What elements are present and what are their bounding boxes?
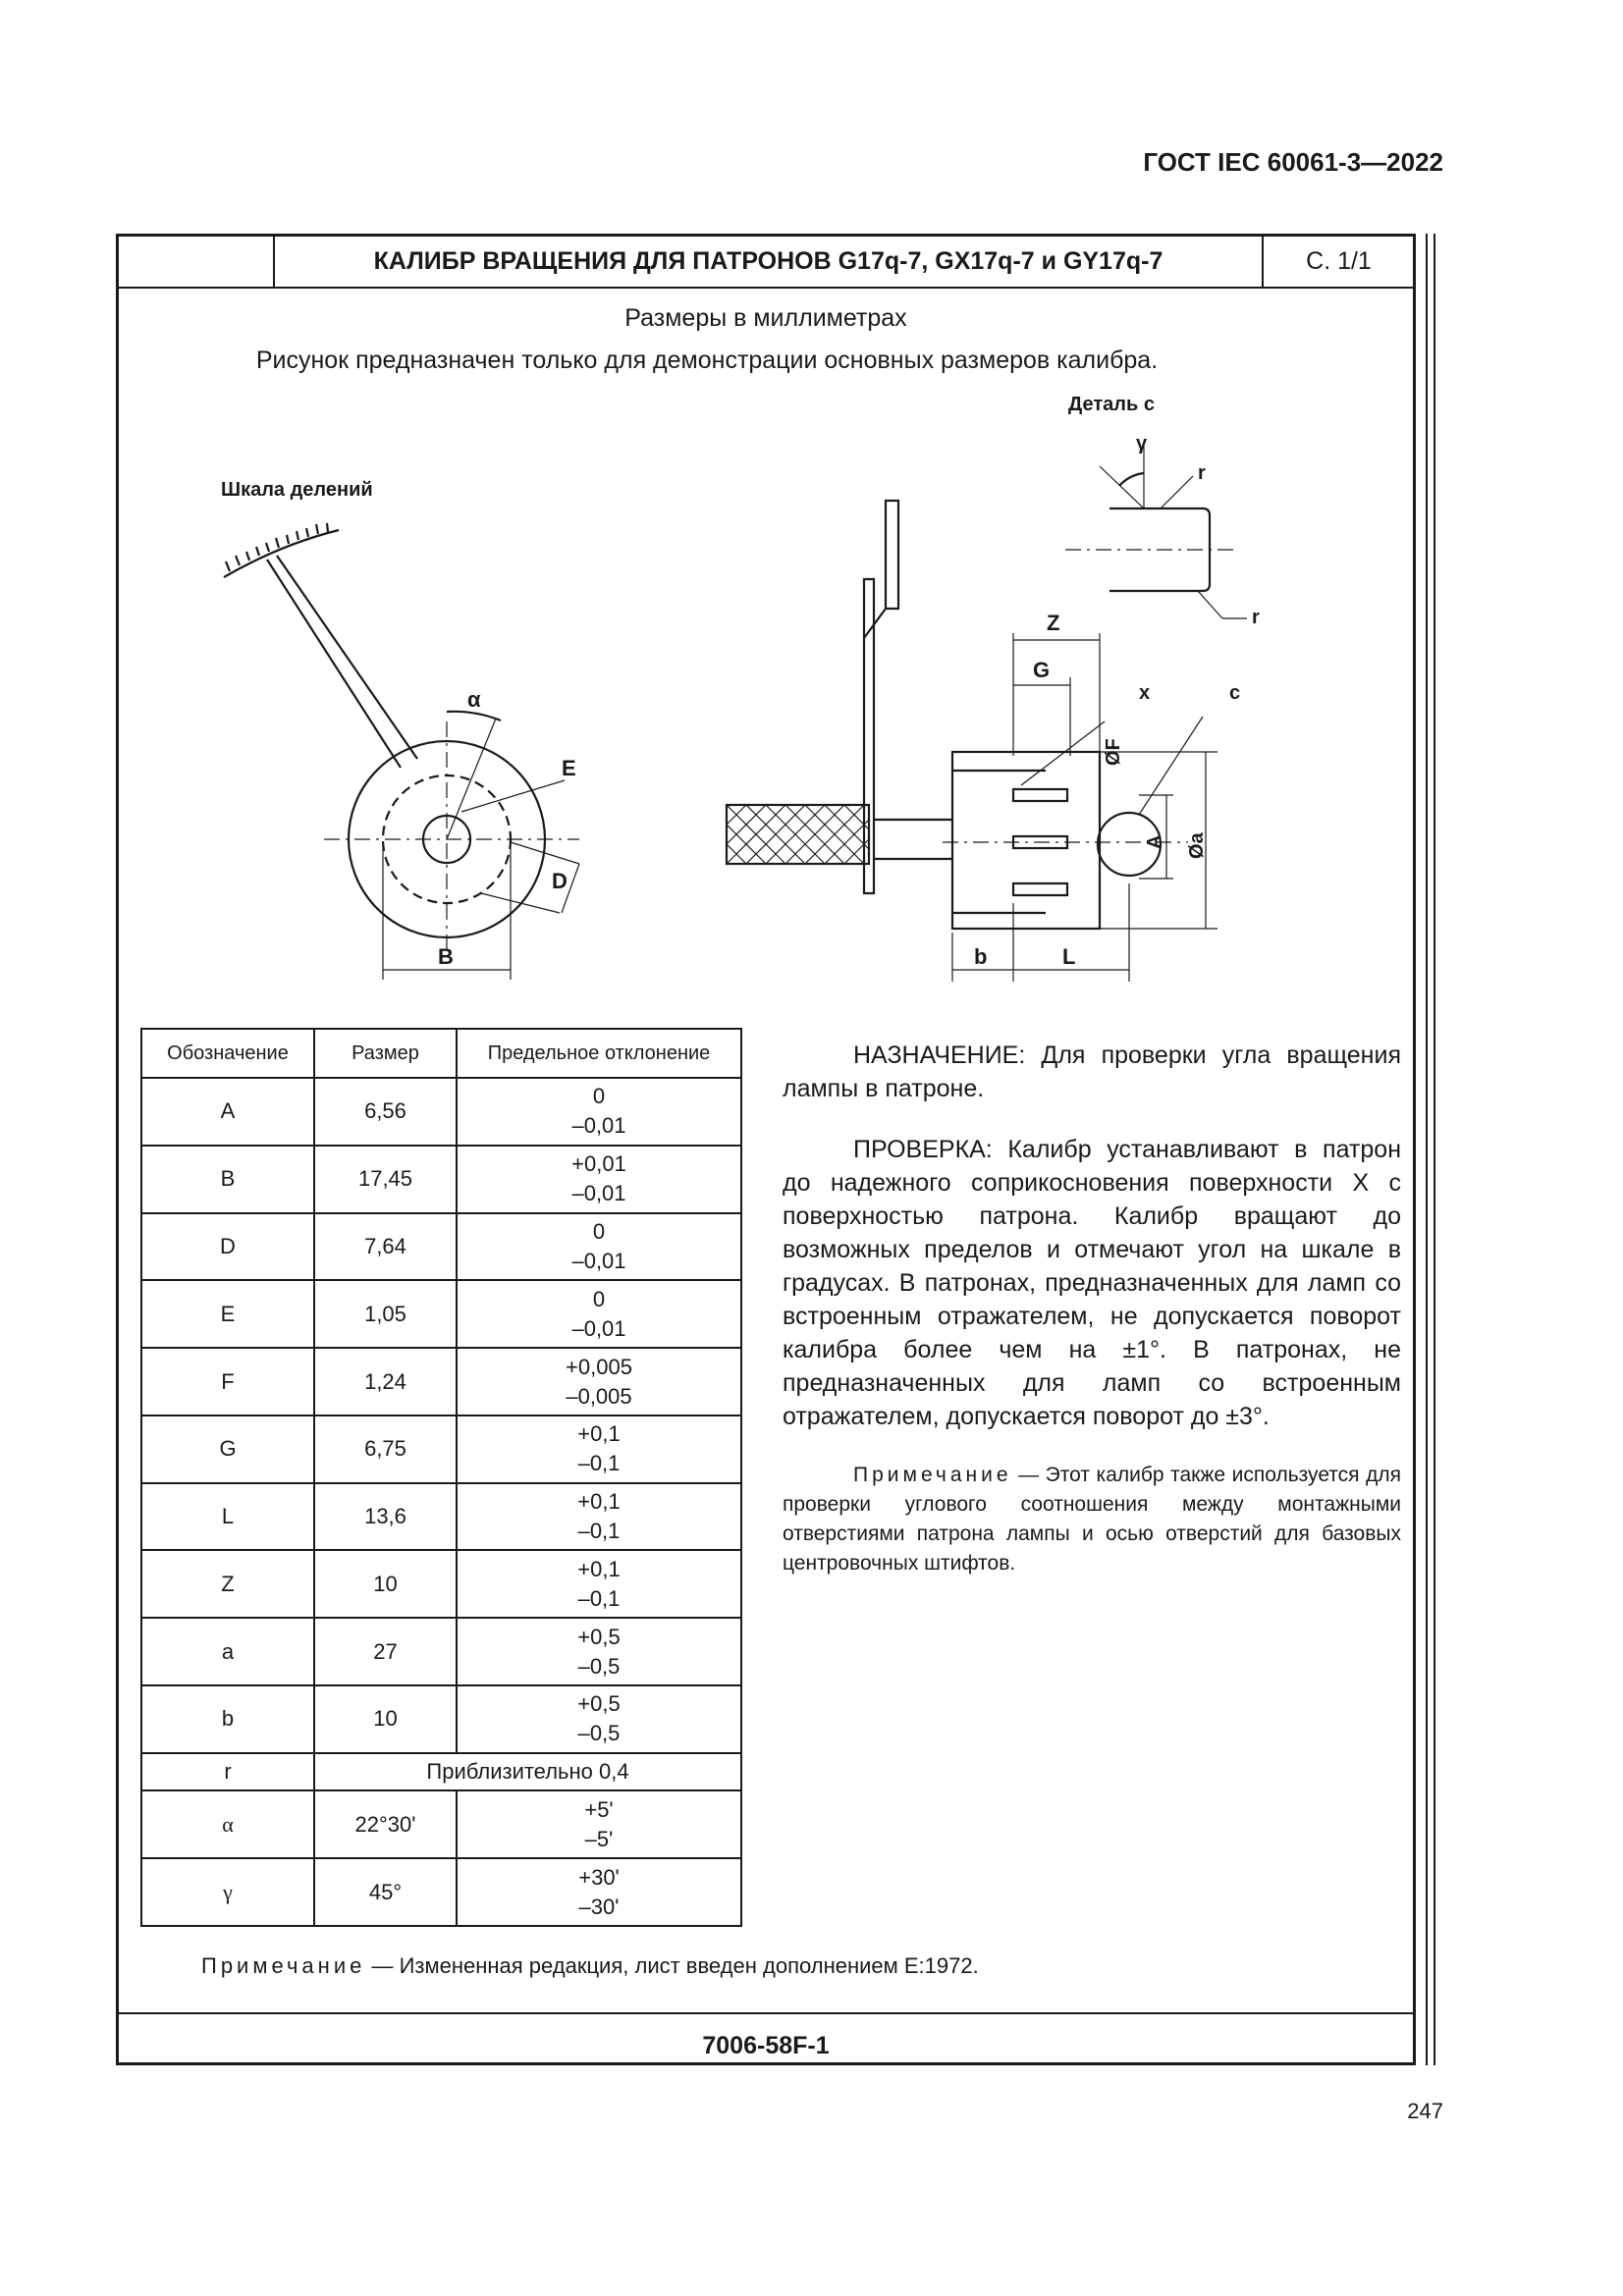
column-header-tolerance: Предельное отклонение [457,1029,741,1078]
title-row-divider [116,287,1416,289]
symbol-cell: γ [141,1858,314,1926]
tolerance-lower: –0,01 [571,1181,626,1206]
column-header-size: Размер [314,1029,457,1078]
tolerance-upper: +0,01 [571,1151,626,1177]
symbol-cell: α [141,1790,314,1858]
size-cell: 1,05 [314,1280,457,1348]
symbol-cell: L [141,1483,314,1551]
detail-c-view [1065,442,1247,618]
note-body: — Этот калибр также используется для проверки углового соотношения между монтажными отверстиями патрона лампы и осью отверстий для базовых центровочных штифтов. [783,1464,1401,1575]
label-G: G [1033,658,1051,682]
label-r1: r [1198,462,1206,484]
tolerance-upper: 0 [592,1218,606,1244]
merged-value-cell: Приблизительно 0,4 [314,1753,741,1790]
symbol-cell: D [141,1213,314,1281]
label-alpha: α [467,687,481,712]
symbol-cell: r [141,1753,314,1790]
check-paragraph: ПРОВЕРКА: Калибр устанавливают в патрон до надежного соприкосновения поверхности X с поверхностью патрона. Калибр вращают до возможных пределов и отмечают угол на шкале в градусах. В патронах, предназначенных для ламп со встроенным отражателем, не допускается поворот калибра более чем на ±1°. В патронах, не предназначенных для ламп со встроенным отражателем, допускается поворот до ±3°. [783,1136,1401,1430]
tolerance-lower: –5' [584,1826,614,1851]
table-row [141,1146,741,1213]
tolerance-lower: –0,01 [571,1315,626,1341]
tolerance-upper: +0,1 [577,1489,621,1515]
dimensions-table [140,1028,742,1927]
size-cell: 45° [314,1858,457,1926]
size-cell: 10 [314,1685,457,1753]
scale-label: Шкала делений [221,479,373,501]
note-label: Примечание [853,1464,1012,1486]
symbol-cell: B [141,1146,314,1213]
sheet-number: С. 1/1 [1306,246,1372,275]
tolerance-cell [457,1618,741,1685]
table-row [141,1790,741,1858]
symbol-cell: G [141,1415,314,1483]
label-L: L [1062,944,1076,969]
amendment-note-body: — Измененная редакция, лист введен дополнением Е:1972. [365,1953,979,1978]
detail-label: Деталь с [1068,394,1155,415]
size-cell: 6,56 [314,1078,457,1146]
size-cell: 22°30' [314,1790,457,1858]
label-E: E [562,756,576,780]
tolerance-upper: +5' [584,1796,614,1822]
size-cell: 17,45 [314,1146,457,1213]
dimensions-note: Размеры в миллиметрах [624,304,907,332]
size-cell: 6,75 [314,1415,457,1483]
sheet-title: КАЛИБР ВРАЩЕНИЯ ДЛЯ ПАТРОНОВ G17q-7, GX17q-7 и GY17q-7 [373,246,1163,275]
size-cell: 10 [314,1550,457,1618]
table-row [141,1348,741,1415]
tolerance-lower: –0,01 [571,1113,626,1139]
tolerance-upper: +0,005 [566,1354,632,1379]
tolerance-cell [457,1483,741,1551]
tolerance-upper: 0 [592,1084,606,1109]
tolerance-cell [457,1146,741,1213]
table-row [141,1213,741,1281]
sheet-code: 7006-58F-1 [702,2032,830,2059]
size-cell: 27 [314,1618,457,1685]
size-cell: 7,64 [314,1213,457,1281]
scale-and-pointer [224,523,417,768]
label-b: b [974,944,988,969]
amendment-note [201,1953,1380,1979]
tolerance-lower: –0,1 [577,1451,621,1476]
tolerance-upper: +0,5 [577,1691,621,1717]
symbol-cell: A [141,1078,314,1146]
symbol-cell: b [141,1685,314,1753]
label-F: ØF [1103,738,1124,766]
size-cell: 1,24 [314,1348,457,1415]
size-cell: 13,6 [314,1483,457,1551]
footer-divider [116,2012,1416,2014]
gauge-drawing [118,383,1414,1011]
tolerance-lower: –0,1 [577,1519,621,1544]
tolerance-upper: +0,1 [577,1421,621,1447]
label-B: B [438,944,454,969]
label-x: x [1139,682,1151,704]
table-row [141,1858,741,1926]
purpose-paragraph: НАЗНАЧЕНИЕ: Для проверки угла вращения лампы в патроне. [783,1041,1401,1102]
tolerance-cell [457,1213,741,1281]
tolerance-lower: –30' [578,1894,620,1919]
tolerance-upper: +0,1 [577,1556,621,1581]
description-text [783,1039,1401,1606]
table-row [141,1415,741,1483]
table-row [141,1685,741,1753]
tolerance-upper: +30' [578,1864,620,1890]
frame-side-line [1434,234,1435,2065]
tolerance-cell [457,1415,741,1483]
symbol-cell: Z [141,1550,314,1618]
tolerance-cell [457,1280,741,1348]
symbol-cell: E [141,1280,314,1348]
tolerance-upper: 0 [592,1286,606,1311]
symbol-cell: a [141,1618,314,1685]
document-code: ГОСТ IEC 60061-3—2022 [1143,147,1443,177]
label-gamma: γ [1136,433,1148,454]
table-row [141,1280,741,1348]
frame-side-line [1426,234,1428,2065]
tolerance-cell [457,1858,741,1926]
tolerance-lower: –0,01 [571,1248,626,1273]
tolerance-lower: –0,1 [577,1585,621,1611]
tolerance-cell [457,1685,741,1753]
flange-view [324,712,579,957]
tolerance-cell [457,1550,741,1618]
tolerance-lower: –0,5 [577,1721,621,1746]
page-number: 247 [1407,2099,1443,2123]
table-row [141,1618,741,1685]
symbol-cell: F [141,1348,314,1415]
tolerance-lower: –0,005 [566,1383,632,1409]
amendment-note-label: Примечание [201,1953,366,1978]
label-a: Øa [1186,832,1208,859]
label-r2: r [1252,607,1260,628]
label-D: D [552,869,568,893]
table-row [141,1753,741,1790]
table-row [141,1078,741,1146]
note-paragraph [783,1461,1401,1578]
tolerance-lower: –0,5 [577,1653,621,1679]
figure-note: Рисунок предназначен только для демонстрации основных размеров калибра. [255,347,1159,374]
column-header-symbol: Обозначение [141,1029,314,1078]
tolerance-cell [457,1790,741,1858]
label-Z: Z [1047,611,1060,635]
table-row [141,1483,741,1551]
tolerance-cell [457,1078,741,1146]
label-c: c [1229,682,1241,704]
tolerance-cell [457,1348,741,1415]
table-row [141,1550,741,1618]
label-A: A [1144,834,1165,849]
tolerance-upper: +0,5 [577,1624,621,1649]
